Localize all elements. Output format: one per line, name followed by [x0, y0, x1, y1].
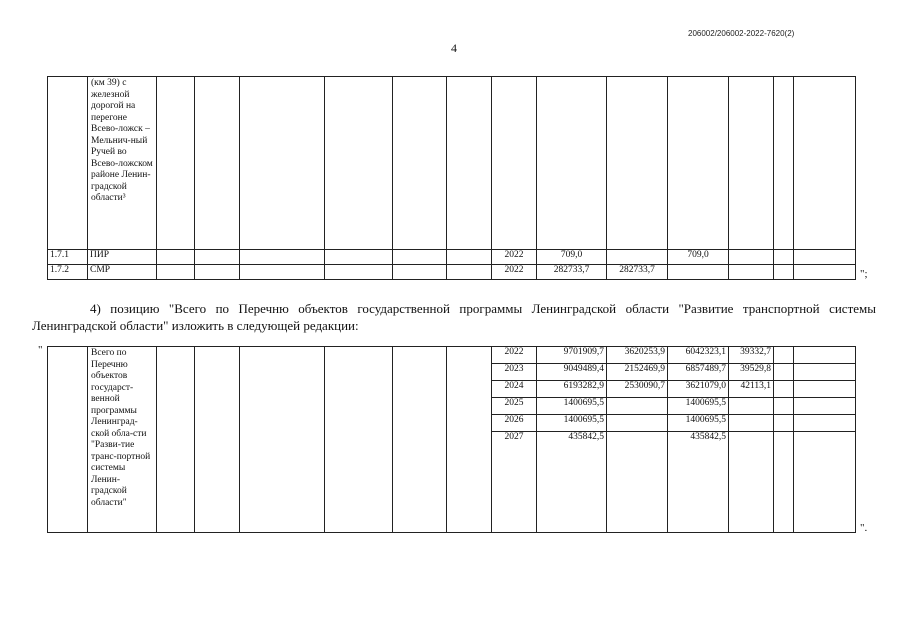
page-number: 4 [451, 41, 457, 55]
row-year: 2023 [492, 364, 537, 381]
row-year: 2025 [492, 398, 537, 415]
row-value: 282733,7 [607, 265, 668, 280]
row-year: 2027 [492, 432, 537, 533]
row-code: 1.7.1 [48, 250, 88, 265]
closing-quote-mark: ". [860, 522, 868, 534]
row-value [607, 250, 668, 265]
row-value [607, 432, 668, 533]
amendment-paragraph: 4) позицию "Всего по Перечню объектов государственной программы Ленинградской области "Развитие транспортной системы Ленинградской области" изложить в следующей редакции: [32, 301, 876, 333]
row-value: 435842,5 [668, 432, 729, 533]
row-value [729, 398, 774, 415]
row-year: 2022 [492, 250, 537, 265]
closing-quote-mark: "; [860, 268, 868, 280]
objects-table-continued [47, 76, 856, 280]
document-id: 206002/206002-2022-7620(2) [688, 29, 795, 38]
row-value [729, 432, 774, 533]
table-row [48, 347, 856, 364]
row-value: 6857489,7 [668, 364, 729, 381]
row-total: 282733,7 [537, 265, 607, 280]
table-cell [48, 77, 88, 250]
table-row [48, 250, 856, 265]
row-name: ПИР [88, 250, 157, 265]
row-value: 39529,8 [729, 364, 774, 381]
row-year: 2022 [492, 265, 537, 280]
row-value: 1400695,5 [668, 415, 729, 432]
row-year: 2026 [492, 415, 537, 432]
row-total: 6193282,9 [537, 381, 607, 398]
table-row [48, 77, 856, 250]
row-total: 435842,5 [537, 432, 607, 533]
row-total: 1400695,5 [537, 415, 607, 432]
row-value: 709,0 [668, 250, 729, 265]
row-value: 3621079,0 [668, 381, 729, 398]
object-name-cell: (км 39) с железной дорогой на перегоне Всево-ложск – Мельнич-ный Ручей во Всево-ложском районе Ленин-градской области³ [88, 77, 157, 250]
row-name: СМР [88, 265, 157, 280]
row-value [607, 415, 668, 432]
opening-quote-mark: " [38, 344, 43, 356]
row-year: 2022 [492, 347, 537, 364]
table-row [48, 265, 856, 280]
row-total: 709,0 [537, 250, 607, 265]
row-total: 9701909,7 [537, 347, 607, 364]
row-value: 39332,7 [729, 347, 774, 364]
row-value: 3620253,9 [607, 347, 668, 364]
row-value: 42113,1 [729, 381, 774, 398]
row-value: 2152469,9 [607, 364, 668, 381]
row-value [729, 415, 774, 432]
total-table [47, 346, 856, 533]
row-year: 2024 [492, 381, 537, 398]
row-total: 9049489,4 [537, 364, 607, 381]
row-value: 1400695,5 [668, 398, 729, 415]
row-value [607, 398, 668, 415]
row-code: 1.7.2 [48, 265, 88, 280]
row-total: 1400695,5 [537, 398, 607, 415]
row-value: 6042323,1 [668, 347, 729, 364]
total-name-cell: Всего по Перечню объектов государст-венной программы Ленинград-ской обла-сти "Разви-тие транс-портной системы Ленин-градской области" [88, 347, 157, 533]
row-value: 2530090,7 [607, 381, 668, 398]
row-value [668, 265, 729, 280]
